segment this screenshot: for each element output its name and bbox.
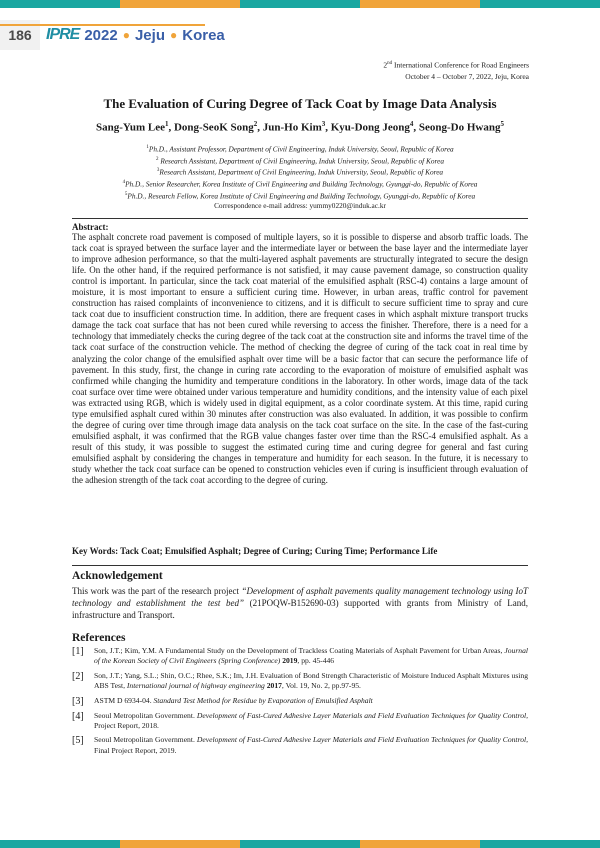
affiliation: $^5$Ph.D., Research Fellow, Korea Institute of Civil Engineering and Building Technology, Gyunggi-do, Republic of Korea [124, 190, 476, 200]
affiliation-list [0, 143, 600, 211]
abstract-text: The asphalt concrete road pavement is composed of multiple layers, so it is possible to disperse and absorb traffic loads. The tack coat is sprayed between the surface layer and the intermediate layer or between the base layer and the intermediate layer to improve adhesion performance, so that the multi-layered asphalt pavements are structurally integrated to secure the design life. On the other hand, if the required performance is not satisfied, it may cause pavement damage, so construction quality control is important. In particular, since the tack coat material of the emulsified asphalt (RSC-4) contains a large amount of moisture, it is most important to ensure a sufficient curing time. However, in urban areas, traffic control for pavement construction has raised complaints of inconvenience to citizens, and it is difficult to secure sufficient time to spray and cure tack coat due to insufficient construction time. In addition, there are frequent cases in which asphalt mixture transport trucks damage the tack coat surface that has not been cured while reversing to access the finisher. Therefore, there is a need for a technology that immediately checks the curing degree of the tack coat at the construction site and informs the travel time of the tack coat surface of the construction vehicle. The method of checking the degree of curing of the tack coat in real time by analyzing the color change of the emulsified asphalt over time will be a basic factor that can secure the performance life of pavement. In this study, first, the change in curing rate according to the evaporation of moisture of emulsified asphalt was confirmed while changing the humidity and temperature conditions in the laboratory. In other words, image data of the tack coat surface over time were obtained under various temperature and humidity conditions, and the intensity value of each pixel was extracted using RGB, which is widely used in digital equipment, as a color coordinate system. At this time, rapid curing type emulsified asphalt cured within 30 minutes after construction was also evaluated. In addition, it was possible to confirm the degree of curing over time through image data analysis on the tack coat surface on the site. In the case of the fast-curing emulsified asphalt, it was confirmed that the RGB value changes faster over time than the RSC-4 emulsified asphalt. As a result of this study, it was possible to suggest the estimated curing time and curing degree for general and fast curing emulsified asphalt by considering the changes in temperature and humidity for each season. In the future, it is necessary to study whether the tack coat surface can be opened to construction vehicles even if curing is insufficient through evaluation of the adhesion strength of the tack coat according to the degree of curing. [72, 232, 528, 486]
keywords: Key Words: Tack Coat; Emulsified Asphalt; Degree of Curing; Curing Time; Performance Life [72, 546, 438, 556]
conference-info: 2nd International Conference for Road Engineers October 4 – October 7, 2022, Jeju, Korea [383, 60, 529, 81]
top-color-bar [0, 0, 600, 8]
divider [72, 218, 528, 219]
references-heading: References [72, 632, 126, 644]
reference-list [72, 646, 528, 760]
correspondence: Correspondence e-mail address: yummy0220@induk.ac.kr [214, 201, 386, 211]
divider [72, 565, 528, 566]
header-underline [0, 24, 205, 26]
acknowledgement-heading: Acknowledgement [72, 570, 163, 582]
logo-mark: IPRE [46, 26, 80, 43]
abstract-label: Abstract: [72, 222, 109, 232]
logo-country: Korea [182, 26, 225, 44]
reference-item: [4] Seoul Metropolitan Government. Development of Fast-Cured Adhesive Layer Materials and Field Evaluation Techniques for Quality Control, Project Report, 2018. [72, 710, 529, 731]
page-number: 186 [0, 20, 40, 50]
affiliation: $^3$Research Assistant, Department of Civil Engineering, Induk University, Seoul, Republic of Korea [156, 167, 444, 177]
author-list: Sang-Yum Lee$^1$, Dong-SeoK Song$^2$, Jun-Ho Kim$^3$, Kyu-Dong Jeong$^4$, Seong-Do Hwang$^5$ [96, 120, 504, 134]
reference-item: [3] ASTM D 6934-04. Standard Test Method for Residue by Evaporation of Emulsified Asphalt [72, 695, 373, 707]
affiliation: $^4$Ph.D., Senior Researcher, Korea Institute of Civil Engineering and Building Technology, Gyunggi-do, Republic of Korea [122, 179, 478, 189]
acknowledgement-text: This work was the part of the research project “Development of asphalt pavements quality management technology using IoT technology and establishment the test bed” (21POQW-B152690-03) supported with grants from Ministry of Land, infrastructure and Transport. [72, 586, 529, 621]
logo-year: 2022 [84, 26, 118, 44]
bottom-color-bar [0, 840, 600, 848]
paper-title: The Evaluation of Curing Degree of Tack Coat by Image Data Analysis [103, 96, 497, 111]
conference-logo: IPRE 2022 ● Jeju ● Korea [46, 26, 225, 44]
affiliation: $^2$ Research Assistant, Department of Civil Engineering, Induk University, Seoul, Republic of Korea [156, 156, 444, 166]
reference-item: [1] Son, J.T.; Kim, Y.M. A Fundamental Study on the Development of Trackless Coating Materials of Asphalt Pavement for Urban Areas, Journal of the Korean Society of Civil Engineers (Spring Conference) 2019, pp. 45-446 [72, 646, 528, 666]
reference-item: [5] Seoul Metropolitan Government. Development of Fast-Cured Adhesive Layer Materials and Field Evaluation Techniques for Quality Control, Final Project Report, 2019. [72, 735, 529, 755]
logo-city: Jeju [134, 26, 165, 44]
affiliation: $^1$Ph.D., Assistant Professor, Department of Civil Engineering, Induk University, Seoul, Republic of Korea [146, 144, 454, 154]
reference-item: [2] Son, J.T.; Yang, S.L.; Shin, O.C.; Rhee, S.K.; Im, J.H. Evaluation of Bond Strength Characteristic of Moisture Induced Asphalt Mixtures using ABS Test, International journal of highway engineering 2017, Vol. 19, No. 2, pp.97-95. [72, 670, 528, 691]
